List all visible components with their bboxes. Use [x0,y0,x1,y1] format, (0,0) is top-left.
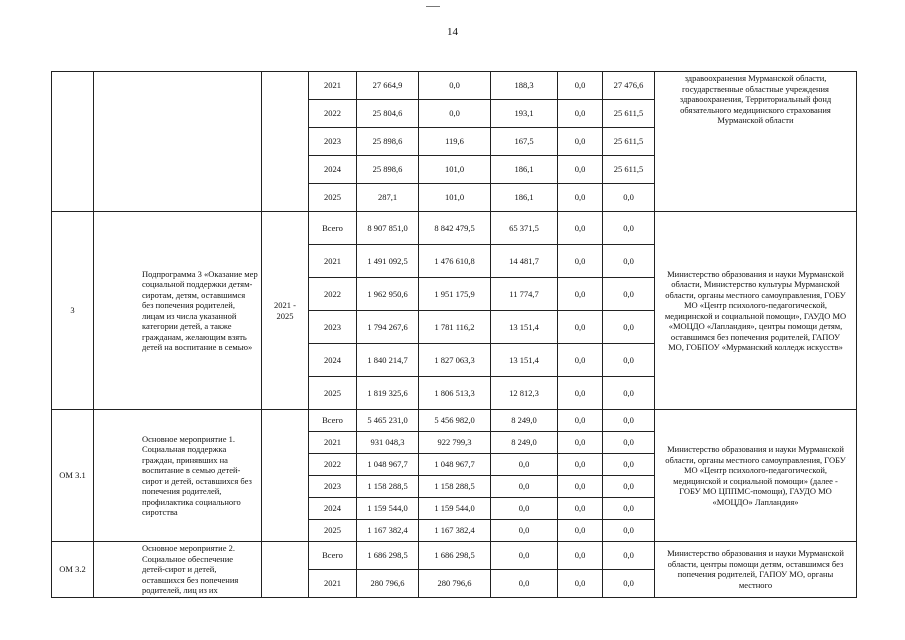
amount-total-cell: 1 686 298,5 [357,542,419,570]
amount-loc-cell: 0,0 [558,100,603,128]
amount-loc-cell: 0,0 [558,432,603,454]
amount-fed-cell: 1 048 967,7 [419,454,491,476]
amount-reg-cell: 0,0 [491,542,558,570]
amount-fed-cell: 0,0 [419,72,491,100]
amount-other-cell: 0,0 [603,377,655,410]
amount-reg-cell: 0,0 [491,498,558,520]
amount-fed-cell: 1 686 298,5 [419,542,491,570]
amount-total-cell: 1 048 967,7 [357,454,419,476]
amount-fed-cell: 8 842 479,5 [419,212,491,245]
amount-total-cell: 8 907 851,0 [357,212,419,245]
year-cell: 2021 [309,245,357,278]
amount-reg-cell: 186,1 [491,156,558,184]
amount-fed-cell: 1 806 513,3 [419,377,491,410]
amount-total-cell: 27 664,9 [357,72,419,100]
amount-reg-cell: 0,0 [491,520,558,542]
amount-total-cell: 25 898,6 [357,128,419,156]
amount-loc-cell: 0,0 [558,156,603,184]
period-cell: 2021 - 2025 [262,212,309,410]
period-cell [262,72,309,212]
amount-other-cell: 0,0 [603,432,655,454]
amount-loc-cell: 0,0 [558,184,603,212]
year-cell: 2025 [309,520,357,542]
amount-loc-cell: 0,0 [558,476,603,498]
amount-other-cell: 0,0 [603,184,655,212]
executor-cell: Министерство образования и науки Мурманской области, Министерство культуры Мурманской области, органы местного самоуправления, ГОБУ МО «Центр психолого-педагогической, медицинской и социальной помощи», ГАУДО МО «МОЦДО «Лапландия», центры помощи детям, оставшимся без попечения родителей, ГАПОУ МО, ГОБПОУ «Мурманский колледж искусств» [655,212,857,410]
amount-total-cell: 1 491 092,5 [357,245,419,278]
amount-total-cell: 280 796,6 [357,569,419,597]
year-cell: 2021 [309,432,357,454]
amount-fed-cell: 5 456 982,0 [419,410,491,432]
amount-other-cell: 0,0 [603,569,655,597]
amount-other-cell: 25 611,5 [603,128,655,156]
year-cell: 2024 [309,156,357,184]
amount-total-cell: 25 804,6 [357,100,419,128]
amount-total-cell: 1 819 325,6 [357,377,419,410]
amount-total-cell: 1 840 214,7 [357,344,419,377]
amount-fed-cell: 1 827 063,3 [419,344,491,377]
amount-loc-cell: 0,0 [558,542,603,570]
amount-fed-cell: 101,0 [419,184,491,212]
amount-fed-cell: 101,0 [419,156,491,184]
year-cell: 2022 [309,278,357,311]
year-cell: Всего [309,410,357,432]
amount-loc-cell: 0,0 [558,569,603,597]
amount-reg-cell: 167,5 [491,128,558,156]
amount-reg-cell: 0,0 [491,454,558,476]
year-cell: Всего [309,212,357,245]
row-number: 3 [52,212,94,410]
amount-other-cell: 0,0 [603,520,655,542]
table-row [52,72,857,100]
amount-reg-cell: 11 774,7 [491,278,558,311]
amount-fed-cell: 280 796,6 [419,569,491,597]
row-number: ОМ 3.1 [52,410,94,542]
amount-fed-cell: 1 476 610,8 [419,245,491,278]
year-cell: 2025 [309,184,357,212]
year-cell: 2022 [309,100,357,128]
amount-reg-cell: 0,0 [491,569,558,597]
measure-name: Основное мероприятие 2. Социальное обеспечение детей-сирот и детей, оставшихся без попечения родителей, лиц из их [94,542,262,598]
year-cell: 2022 [309,454,357,476]
measure-name [94,72,262,212]
amount-loc-cell: 0,0 [558,520,603,542]
amount-total-cell: 1 167 382,4 [357,520,419,542]
table-row [52,542,857,570]
page-number: 14 [447,26,458,38]
amount-other-cell: 25 611,5 [603,100,655,128]
year-cell: 2024 [309,344,357,377]
amount-other-cell: 27 476,6 [603,72,655,100]
amount-total-cell: 931 048,3 [357,432,419,454]
amount-fed-cell: 1 167 382,4 [419,520,491,542]
amount-loc-cell: 0,0 [558,278,603,311]
amount-loc-cell: 0,0 [558,128,603,156]
amount-other-cell: 0,0 [603,410,655,432]
amount-other-cell: 0,0 [603,542,655,570]
amount-other-cell: 25 611,5 [603,156,655,184]
amount-total-cell: 1 962 950,6 [357,278,419,311]
table-row [52,410,857,432]
amount-loc-cell: 0,0 [558,498,603,520]
amount-other-cell: 0,0 [603,278,655,311]
amount-other-cell: 0,0 [603,454,655,476]
amount-fed-cell: 1 781 116,2 [419,311,491,344]
program-table [51,71,857,598]
executor-cell: Министерство образования и науки Мурманской области, органы местного самоуправления, ГОБУ МО «Центр психолого-педагогической, медицинской и социальной помощи» (далее - ГОБУ МО ЦППМС-помощи), ГАУДО МО «МОЦДО» Лапландия» [655,410,857,542]
amount-fed-cell: 1 158 288,5 [419,476,491,498]
amount-total-cell: 1 159 544,0 [357,498,419,520]
scan-mark [426,6,440,7]
amount-loc-cell: 0,0 [558,454,603,476]
amount-reg-cell: 65 371,5 [491,212,558,245]
table-body [52,72,857,598]
amount-reg-cell: 14 481,7 [491,245,558,278]
year-cell: 2021 [309,72,357,100]
executor-cell: здравоохранения Мурманской области, государственные областные учреждения здравоохранения, Территориальный фонд обязательного медицинского страхования Мурманской области [655,72,857,212]
amount-total-cell: 1 794 267,6 [357,311,419,344]
year-cell: 2025 [309,377,357,410]
amount-other-cell: 0,0 [603,311,655,344]
table-row [52,212,857,245]
amount-fed-cell: 1 951 175,9 [419,278,491,311]
amount-fed-cell: 922 799,3 [419,432,491,454]
measure-name: Основное мероприятие 1. Социальная поддержка граждан, принявших на воспитание в семью детей-сирот и детей, оставшихся без попечения родителей, профилактика социального сиротства [94,410,262,542]
amount-other-cell: 0,0 [603,245,655,278]
amount-total-cell: 1 158 288,5 [357,476,419,498]
amount-other-cell: 0,0 [603,476,655,498]
amount-loc-cell: 0,0 [558,344,603,377]
year-cell: 2023 [309,476,357,498]
amount-other-cell: 0,0 [603,498,655,520]
period-cell [262,410,309,542]
row-number: ОМ 3.2 [52,542,94,598]
amount-loc-cell: 0,0 [558,410,603,432]
amount-reg-cell: 8 249,0 [491,432,558,454]
amount-reg-cell: 193,1 [491,100,558,128]
row-number [52,72,94,212]
amount-reg-cell: 13 151,4 [491,311,558,344]
amount-fed-cell: 0,0 [419,100,491,128]
amount-loc-cell: 0,0 [558,245,603,278]
amount-reg-cell: 0,0 [491,476,558,498]
amount-loc-cell: 0,0 [558,72,603,100]
amount-loc-cell: 0,0 [558,212,603,245]
amount-reg-cell: 186,1 [491,184,558,212]
amount-reg-cell: 13 151,4 [491,344,558,377]
amount-loc-cell: 0,0 [558,377,603,410]
amount-fed-cell: 1 159 544,0 [419,498,491,520]
amount-other-cell: 0,0 [603,344,655,377]
period-cell [262,542,309,598]
amount-reg-cell: 188,3 [491,72,558,100]
amount-reg-cell: 8 249,0 [491,410,558,432]
year-cell: 2023 [309,128,357,156]
amount-other-cell: 0,0 [603,212,655,245]
year-cell: 2023 [309,311,357,344]
amount-total-cell: 5 465 231,0 [357,410,419,432]
measure-name: Подпрограмма 3 «Оказание мер социальной поддержки детям-сиротам, детям, оставшимся без попечения родителей, лицам из числа указанной категории детей, а также гражданам, желающим взять детей на воспитание в семью» [94,212,262,410]
year-cell: Всего [309,542,357,570]
executor-cell: Министерство образования и науки Мурманской области, центры помощи детям, оставшимся без попечения родителей, ГАПОУ МО, органы местного [655,542,857,598]
year-cell: 2024 [309,498,357,520]
amount-reg-cell: 12 812,3 [491,377,558,410]
amount-total-cell: 287,1 [357,184,419,212]
amount-fed-cell: 119,6 [419,128,491,156]
amount-loc-cell: 0,0 [558,311,603,344]
year-cell: 2021 [309,569,357,597]
amount-total-cell: 25 898,6 [357,156,419,184]
